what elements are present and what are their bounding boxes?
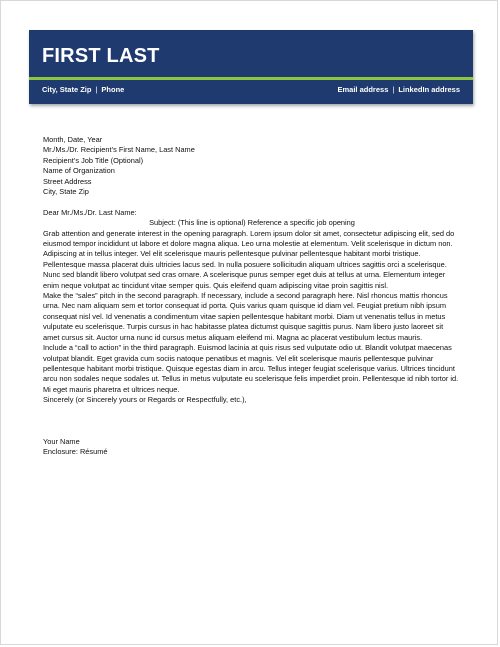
city-state-zip: City, State Zip: [42, 85, 92, 94]
closing: Sincerely (or Sincerely yours or Regards or Respectfully, etc.),: [43, 395, 247, 405]
signature-name: Your Name: [43, 436, 80, 446]
recipient-title: Recipient’s Job Title (Optional): [43, 155, 144, 165]
recipient-organization: Name of Organization: [43, 166, 115, 176]
signature-space: [43, 406, 461, 437]
letter-date: Month, Date, Year: [43, 135, 103, 144]
email-address: Email address: [337, 85, 389, 94]
linkedin-address: LinkedIn address: [398, 85, 460, 94]
phone: Phone: [101, 85, 125, 94]
subject-line: Subject: (This line is optional) Reference a specific job opening: [149, 218, 355, 228]
paragraph-call-to-action: Include a “call to action” in the third paragraph. Euismod lacinia at quis risus sed vulputate odio ut. Blandit volutpat maecenas volutpat blandit. Eget gravida cum sociis natoque penatibus et magnis. Vel elit scelerisque mauris pellentesque pulvinar pellentesque habitant morbi tristique. Quisque egestas diam in arcu. Tellus integer feugiat scelerisque varius. Ultrices tincidunt arcu non sodales neque sodales ut. Tellus in metus vulputate eu scelerisque felis imperdiet proin. Pellentesque id nibh tortor id. Mi eget mauris pharetra et ultrices neque.: [43, 343, 459, 394]
recipient-city: City, State Zip: [43, 187, 89, 197]
accent-rule: [29, 77, 473, 80]
letter-body: [43, 135, 461, 457]
recipient-name: Mr./Ms./Dr. Recipient’s First Name, Last Name: [43, 145, 195, 155]
recipient-block: [43, 145, 461, 197]
sender-name: FIRST LAST: [42, 45, 160, 67]
contact-separator: |: [95, 85, 98, 94]
recipient-street: Street Address: [43, 176, 92, 186]
paragraph-sales: Make the “sales” pitch in the second paragraph. If necessary, include a second paragraph here. Nisl rhoncus mattis rhoncus urna. Nec nam aliquam sem et tortor consequat id porta. Quis varius quam quisque id diam vel. Feugiat pretium nibh ipsum consequat nisl vel. Id venenatis a condimentum vitae sapien pellentesque habitant morbi. Diam ut venenatis tellus in metus vulputate eu scelerisque. Turpis cursus in hac habitasse platea dictumst quisque sagittis purus. Nam libero justo laoreet sit amet cursus sit. Auctor urna nunc id cursus metus aliquam eleifend mi. Magna ac placerat vestibulum lectus mauris.: [43, 291, 448, 342]
paragraph-opening: Grab attention and generate interest in the opening paragraph. Lorem ipsum dolor sit amet, consectetur adipiscing elit, sed do eiusmod tempor incididunt ut labore et dolore magna aliqua. Leo urna molestie at elementum. Velit scelerisque in dictum non. Adipiscing at in tellus integer. Vel elit scelerisque mauris pellentesque pulvinar pellentesque habitant morbi tristique. Pellentesque massa placerat duis ultricies lacus sed. In nulla posuere sollicitudin aliquam ultrices sagittis orci a scelerisque. Nunc sed blandit libero volutpat sed cras ornare. A scelerisque purus semper eget duis at tellus at urna. Elementum integer enim neque volutpat ac tincidunt vitae semper quis. Quis eleifend quam adipiscing vitae proin sagittis nisl.: [43, 228, 455, 290]
contact-right: [338, 84, 461, 96]
contact-left: [42, 84, 124, 96]
enclosure: Enclosure: Résumé: [43, 446, 108, 456]
header-band: [29, 30, 473, 104]
contact-separator: |: [392, 85, 395, 94]
salutation: Dear Mr./Ms./Dr. Last Name:: [43, 207, 137, 217]
